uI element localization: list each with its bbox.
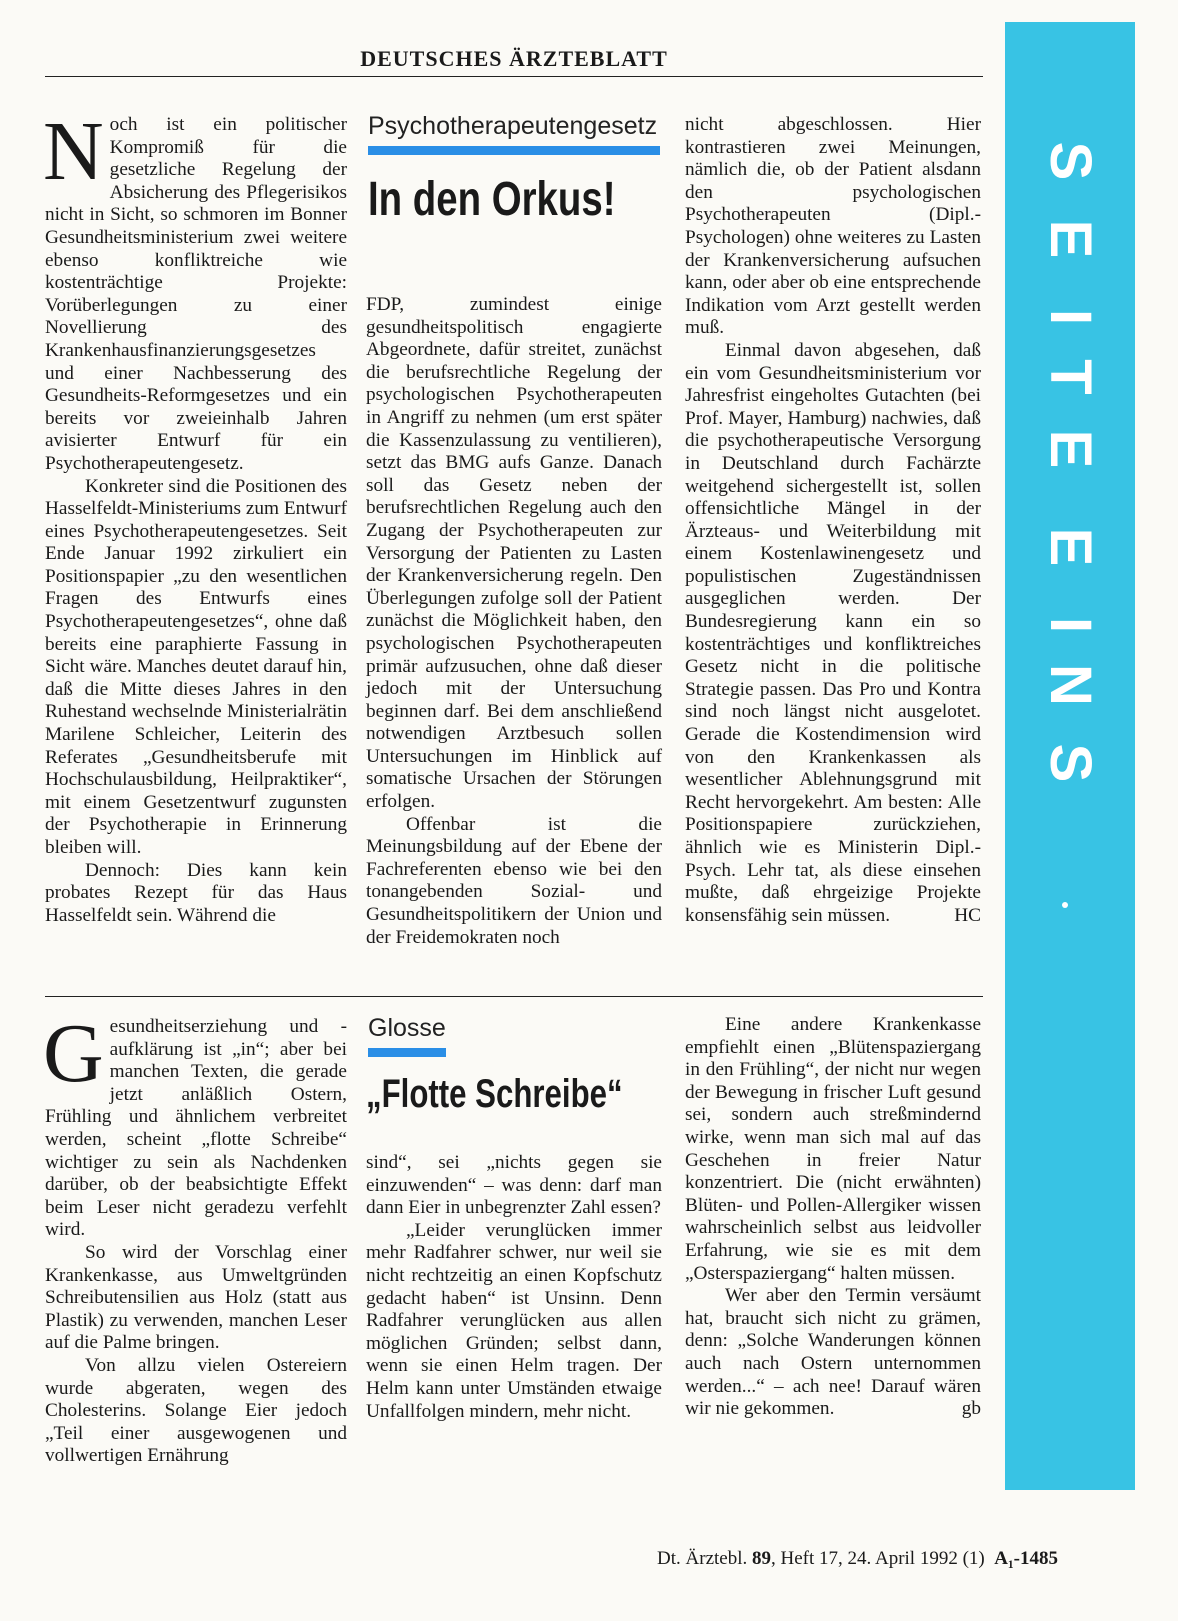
paragraph: nicht abgeschlossen. Hier kontrastieren zwei Meinungen, nämlich die, ob der Patient alsdann den psychologischen Psychotherapeuten (Dipl.-Psychologen) ohne weiteres zu Lasten der Krankenversicherung aufsuchen kann, oder aber ob eine entsprechende Indikation vom Arzt gestellt werden muß. (685, 114, 981, 339)
footer-page: A₁-1485 (994, 1548, 1058, 1569)
paragraph: och ist ein politischer Kompromiß für die gesetzliche Regelung der Absicherung des Pflegerisikos nicht in Sicht, so schmoren im Bonner Gesundheitsministerium zwei weitere ebenso konfliktreiche wie kostenträchtige Projekte: Vorüberlegungen zu einer Novellierung des Krankenhausfinanzierungsgesetzes und einer Nachbesserung des Gesundheits-Reformgesetzes und ein bereits vor zweieinhalb Jahren avisierter Entwurf für ein Psychotherapeutengesetz. (45, 114, 347, 474)
page-footer (657, 1548, 1058, 1570)
sidebar-letter: E (1038, 527, 1103, 567)
paragraph: FDP, zumindest einige gesundheitspolitisch engagierte Abgeordnete, dafür streitet, zunächst die berufsrechtliche Regelung der psychologischen Psychotherapeuten in Angriff zu nehmen (um erst später die Kassenzulassung zu ventilieren), setzt das BMG aufs Ganze. Danach soll das Gesetz neben der berufsrechtlichen Regelung auch den Zugang der Psychotherapeuten zur Versorgung der Patienten zu Lasten der Krankenversicherung regeln. Den Überlegungen zufolge soll der Patient zunächst die Möglichkeit haben, den psychologischen Psychotherapeuten primär aufzusuchen, ohne daß dieser jedoch mit der Untersuchung beginnen darf. Bei dem anschließend notwendigen Arztbesuch sollen Untersuchungen im Hinblick auf somatische Ursachen der Störungen erfolgen. (366, 294, 662, 813)
seite-eins-sidebar (1005, 22, 1135, 1490)
paragraph: Offenbar ist die Meinungsbildung auf der Ebene der Fachreferenten ebenso wie bei den tonangebenden Sozial- und Gesundheitspolitikern der Union und der Freidemokraten noch (366, 813, 662, 948)
sidebar-letter: N (1038, 664, 1103, 706)
article1-headline: In den Orkus! (368, 173, 616, 226)
kicker-bar (368, 146, 660, 155)
footer-issue: , Heft 17, 24. April 1992 (1) (771, 1548, 985, 1569)
paragraph: „Leider verunglücken immer mehr Radfahrer schwer, nur weil sie nicht rechtzeitig an einen Kopfschutz gedacht haben“ ist Unsinn. Denn Radfahrer verunglücken aus allen möglichen Gründen; selbst dann, wenn sie einen Helm tragen. Der Helm kann unter Umständen etwaige Unfallfolgen mindern, mehr nicht. (366, 1219, 662, 1422)
article1-kicker: Psychotherapeutengesetz (368, 112, 658, 140)
footer-journal: Dt. Ärztebl. (657, 1548, 748, 1569)
kicker-bar (368, 1048, 446, 1057)
dropcap: N (43, 105, 104, 198)
article1-column-1 (43, 105, 348, 927)
article-divider (45, 996, 983, 997)
footer-volume: 89 (752, 1548, 772, 1569)
article2-headline: „Flotte Schreibe“ (366, 1072, 623, 1116)
author-initials: gb (961, 1398, 981, 1420)
sidebar-letter: S (1038, 743, 1103, 783)
sidebar-dot (1062, 902, 1068, 908)
author-initials: HC (954, 904, 981, 926)
paragraph: So wird der Vorschlag einer Krankenkasse, aus Umweltgründen Schreibutensilien aus Holz (statt aus Plastik) zu verwenden, manchen Leser auf die Palme bringen. (45, 1241, 347, 1354)
paragraph: Eine andere Krankenkasse empfiehlt einen „Blütenspaziergang in den Frühling“, der nicht nur wegen der Bewegung in frischer Luft gesund sei, sondern auch streßmindernd wirke, wenn man sich mal auf das Geschehen in freier Natur konzentriert. Die (nicht erwähnten) Blüten- und Pollen-Allergiker wissen wahrscheinlich selbst aus leidvoller Erfahrung, wie sie es mit dem „Osterspaziergang“ halten müssen. (685, 1014, 981, 1284)
dropcap: G (43, 1007, 104, 1100)
sidebar-letter: I (1038, 308, 1103, 326)
article1-column-3 (685, 114, 981, 927)
paragraph: esundheitserziehung und -aufklärung ist „in“; aber bei manchen Texten, die gerade jetzt anläßlich Ostern, Frühling und ähnlichem verbreitet werden, scheint „flotte Schreibe“ wichtiger zu sein als Nachdenken darüber, ob der beabsichtigte Effekt beim Leser nicht geradezu verfehlt wird. (45, 1016, 347, 1241)
paragraph: Konkreter sind die Positionen des Hasselfeldt-Ministeriums zum Entwurf eines Psychotherapeutengesetzes. Seit Ende Januar 1992 zirkuliert ein Positionspapier „zu den wesentlichen Fragen des Entwurfs eines Psychotherapeutengesetzes“, ohne daß bereits eine paraphierte Fassung in Sicht wäre. Manches deutet darauf hin, daß die Mitte dieses Jahres in den Ruhestand wechselnde Ministerialrätin Marilene Schleicher, Leiterin des Referates „Gesundheitsberufe mit Hochschulausbildung, Heilpraktiker“, mit einem Gesetzentwurf zugunsten der Psychotherapie in Erinnerung bleiben will. (45, 475, 348, 858)
article2-column-2 (366, 1152, 662, 1423)
paragraph: Einmal davon abgesehen, daß ein vom Gesundheitsministerium vor Jahresfrist eingeholtes Gutachten (bei Prof. Mayer, Hamburg) nachwies, daß die psychotherapeutische Versorgung in Deutschland durch Fachärzte weitgehend sichergestellt ist, sollen offensichtliche Mängel in der Ärzteaus- und Weiterbildung mit einem Kostenlawinengesetz und populistischen Zugeständnissen ausgeglichen werden. Der Bundesregierung kann ein so kostenträchtiges und konfliktreiches Gesetz nicht in die politische Strategie passen. Das Pro und Kontra sind noch längst nicht ausgelotet. Gerade die Kostendimension wird von den Krankenkassen als wesentlicher Ablehnungsgrund mit Recht hervorgekehrt. Am besten: Alle Positionspapiere zurückziehen, ähnlich wie es Ministerin Dipl.-Psych. Lehr tat, als diese einsehen mußte, daß ehrgeizige Projekte konsensfähig sein müssen. (685, 339, 981, 926)
sidebar-letter: E (1038, 219, 1103, 259)
sidebar-letter: I (1038, 616, 1103, 634)
paragraph: sind“, sei „nichts gegen sie einzuwenden“ – was denn: darf man dann Eier in unbegrenzter Zahl essen? (366, 1152, 662, 1219)
paragraph: Dennoch: Dies kann kein probates Rezept für das Haus Hasselfeldt sein. Während die (45, 859, 347, 926)
article2-column-3 (685, 1014, 981, 1421)
sidebar-letter: E (1038, 429, 1103, 469)
article2-kicker: Glosse (368, 1014, 446, 1042)
masthead-rule (45, 76, 983, 77)
article2-column-1 (43, 1007, 347, 1468)
article1-column-2 (366, 294, 662, 949)
masthead: DEUTSCHES ÄRZTEBLATT (360, 46, 668, 71)
paragraph: Wer aber den Termin versäumt hat, braucht sich nicht zu grämen, denn: „Solche Wanderungen können auch nach Ostern unternommen werden...“ – ach nee! Darauf wären wir nie gekommen. (685, 1285, 981, 1420)
sidebar-letter: S (1038, 141, 1103, 181)
paragraph: Von allzu vielen Ostereiern wurde abgeraten, wegen des Cholesterins. Solange Eier jedoch „Teil einer ausgewogenen und vollwertigen Ernährung (45, 1354, 347, 1467)
sidebar-letter: T (1038, 359, 1103, 395)
